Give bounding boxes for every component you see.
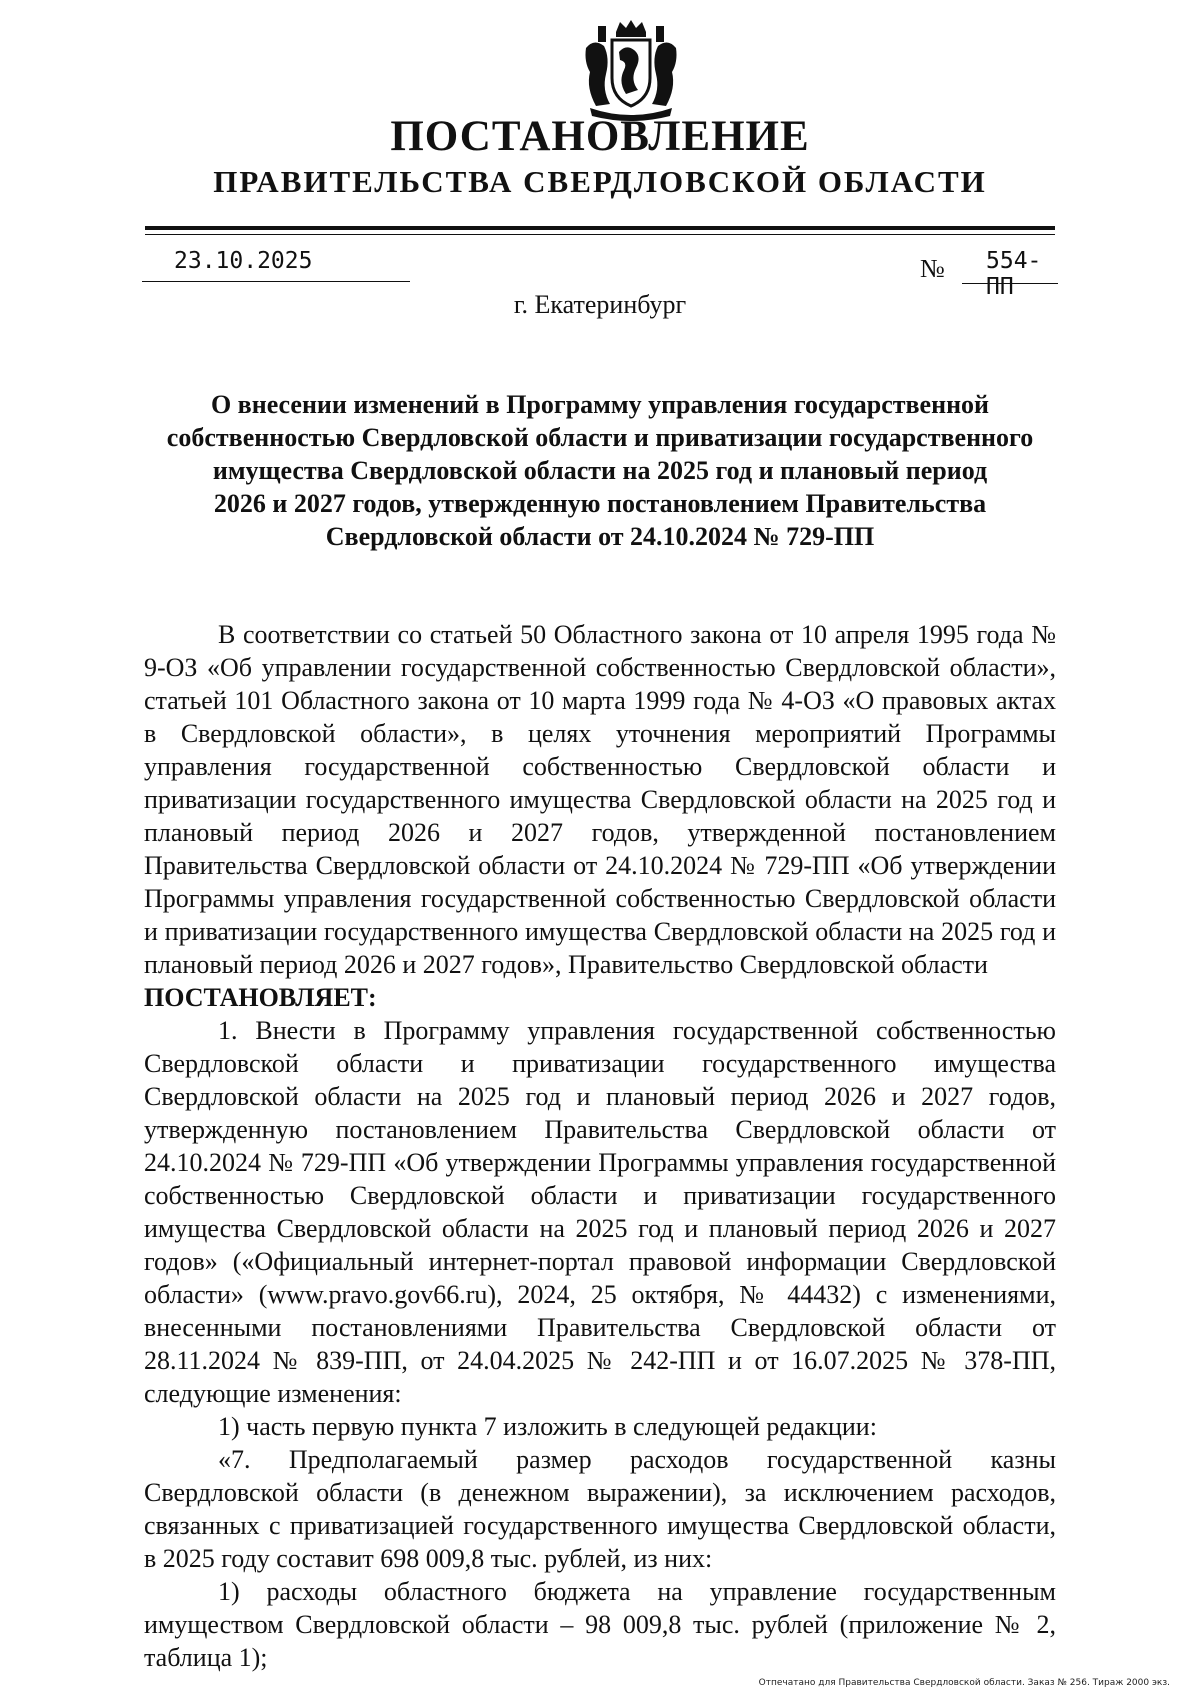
- coat-of-arms-icon: [576, 18, 686, 124]
- heading-line: Свердловской области от 24.10.2024 № 729-ПП: [325, 522, 875, 551]
- expense-1-paragraph: 1) расходы областного бюджета на управление государственным имуществом Свердловской области – 98 009,8 тыс. рублей (приложение № 2, таблица 1);: [144, 1577, 1056, 1672]
- heading-line: О внесении изменений в Программу управления государственной: [210, 390, 990, 419]
- heading-line: 2026 и 2027 годов, утвержденную постановлением Правительства: [213, 489, 987, 518]
- document-title: ПОСТАНОВЛЕНИЕ: [390, 113, 810, 160]
- number-sign: №: [920, 254, 945, 283]
- document-city: г. Екатеринбург: [513, 290, 687, 319]
- header-rule-thick: [145, 226, 1055, 230]
- header-rule-thin: [145, 234, 1055, 235]
- decree-word: ПОСТАНОВЛЯЕТ:: [144, 983, 377, 1012]
- preamble-paragraph: В соответствии со статьей 50 Областного закона от 10 апреля 1995 года № 9-ОЗ «Об управлении государственной собственностью Свердловской области», статьей 101 Областного закона от 10 марта 1999 года № 4-ОЗ «О правовых актах в Свердловской области», в целях уточнения мероприятий Программы управления государственной собственностью Свердловской области и приватизации государственного имущества Свердловской области на 2025 год и плановый период 2026 и 2027 годов, утвержденной постановлением Правительства Свердловской области от 24.10.2024 № 729-ПП «Об утверждении Программы управления государственной собственностью Свердловской области и приватизации государственного имущества Свердловской области на 2025 год и плановый период 2026 и 2027 годов», Правительство Свердловской области: [144, 620, 1056, 979]
- document-subtitle: ПРАВИТЕЛЬСТВА СВЕРДЛОВСКОЙ ОБЛАСТИ: [213, 164, 987, 199]
- subitem-1-paragraph: 1) часть первую пункта 7 изложить в следующей редакции:: [218, 1412, 877, 1441]
- document-body: [144, 618, 1056, 1674]
- heading-line: имущества Свердловской области на 2025 год и плановый период: [212, 456, 988, 485]
- clause-7-paragraph: «7. Предполагаемый размер расходов государственной казны Свердловской области (в денежном выражении), за исключением расходов, связанных с приватизацией государственного имущества Свердловской области, в 2025 году составит 698 009,8 тыс. рублей, из них:: [144, 1445, 1056, 1573]
- document-date: 23.10.2025: [142, 248, 410, 282]
- document-heading: [150, 388, 1050, 553]
- print-footer: Отпечатано для Правительства Свердловской области. Заказ № 256. Тираж 2000 экз.: [758, 1678, 1170, 1688]
- heading-line: собственностью Свердловской области и приватизации государственного: [166, 423, 1034, 452]
- item-1-paragraph: 1. Внести в Программу управления государственной собственностью Свердловской области и приватизации государственного имущества Свердловской области на 2025 год и плановый период 2026 и 2027 годов, утвержденную постановлением Правительства Свердловской области от 24.10.2024 № 729-ПП «Об утверждении Программы управления государственной собственностью Свердловской области и приватизации государственного имущества Свердловской области на 2025 год и плановый период 2026 и 2027 годов» («Официальный интернет-портал правовой информации Свердловской области» (www.pravo.gov66.ru), 2024, 25 октября, № 44432) с изменениями, внесенными постановлениями Правительства Свердловской области от 28.11.2024 № 839-ПП, от 24.04.2025 № 242-ПП и от 16.07.2025 № 378-ПП, следующие изменения:: [144, 1016, 1056, 1408]
- document-number: 554-ПП: [962, 248, 1058, 284]
